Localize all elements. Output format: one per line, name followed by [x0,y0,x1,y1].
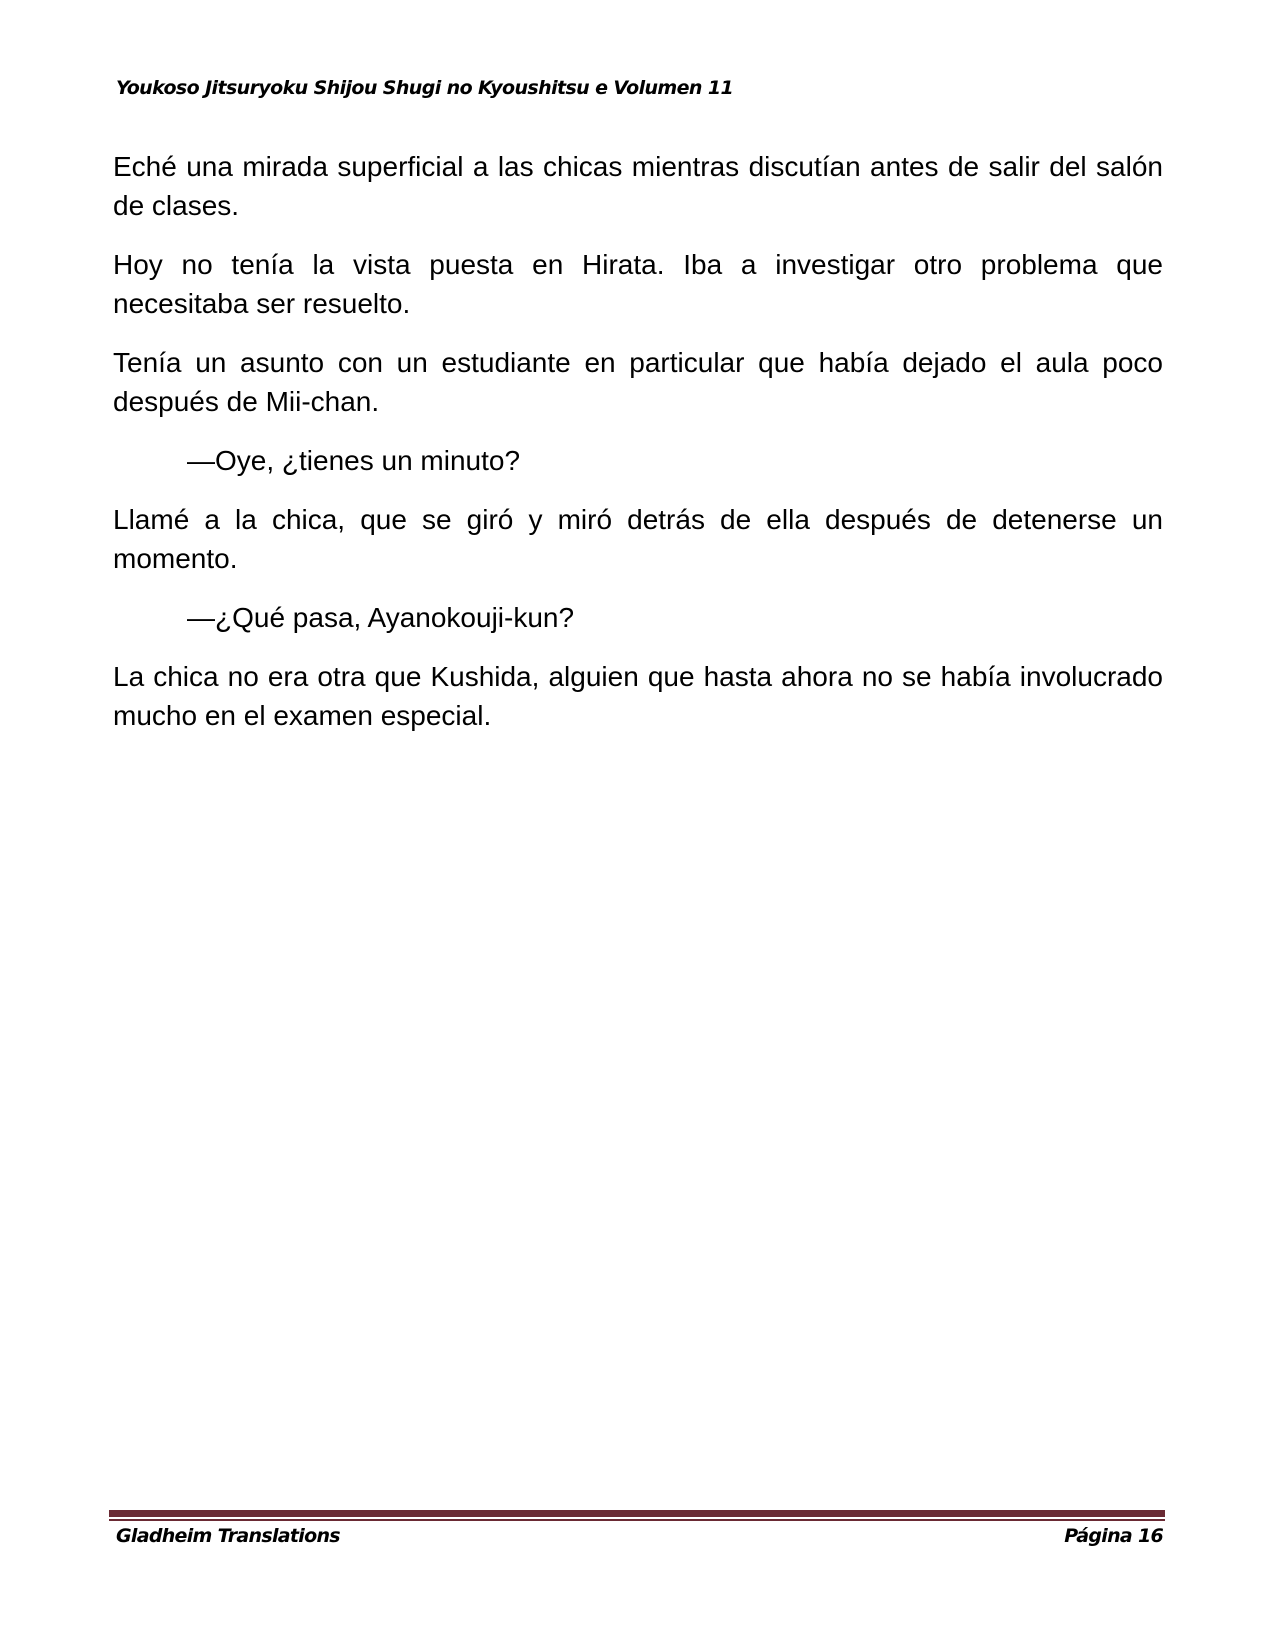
page-number: Página 16 [1064,1525,1163,1547]
dialogue-line: —Oye, ¿tienes un minuto? [187,445,521,476]
footer-divider-thin [109,1519,1165,1521]
dialogue-line: —¿Qué pasa, Ayanokouji-kun? [187,602,575,633]
footer-publisher: Gladheim Translations [116,1525,340,1547]
footer-divider [109,1510,1165,1521]
footer-divider-thick [109,1510,1165,1517]
paragraph: Eché una mirada superficial a las chicas mientras discutían antes de salir del salón de clases. [113,151,1163,221]
page-body [113,147,1163,755]
paragraph: Hoy no tenía la vista puesta en Hirata. Iba a investigar otro problema que necesitaba ser resuelto. [113,249,1163,319]
running-header-title: Youkoso Jitsuryoku Shijou Shugi no Kyoushitsu e Volumen 11 [116,77,734,99]
paragraph: Llamé a la chica, que se giró y miró detrás de ella después de detenerse un momento. [113,504,1163,574]
paragraph: La chica no era otra que Kushida, alguien que hasta ahora no se había involucrado mucho en el examen especial. [113,661,1163,731]
paragraph: Tenía un asunto con un estudiante en particular que había dejado el aula poco después de Mii-chan. [113,347,1163,417]
